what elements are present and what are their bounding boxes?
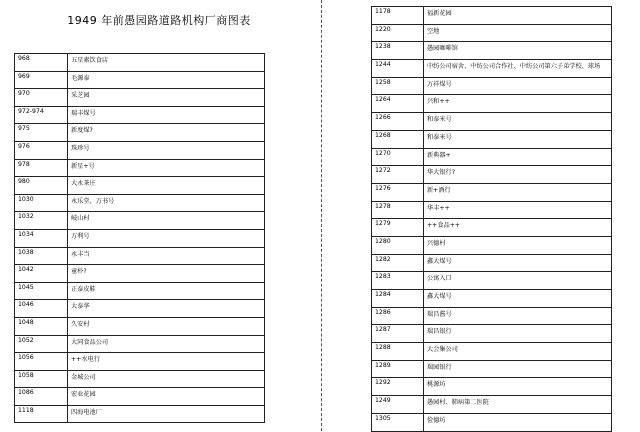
house-number-cell: 1045 [15, 282, 68, 300]
house-number-cell: 1258 [372, 77, 424, 95]
house-number-cell: 1056 [15, 353, 68, 371]
table-row [15, 247, 265, 265]
table-row [372, 360, 612, 378]
table-row [372, 307, 612, 325]
house-number-cell: 1283 [372, 272, 424, 290]
house-number-cell: 1030 [15, 194, 68, 212]
table-row [372, 290, 612, 308]
house-number-cell: 1264 [372, 95, 424, 113]
house-number-cell: 1038 [15, 247, 68, 265]
table-row [372, 113, 612, 131]
business-name-cell: 新典器+ [424, 148, 612, 166]
business-name-cell: 万祥煤号 [424, 77, 612, 95]
business-name-cell: 福新花园 [424, 7, 612, 25]
business-name-cell: 愚园咖啡馆 [424, 42, 612, 60]
table-row [15, 335, 265, 353]
table-row [372, 130, 612, 148]
business-name-cell: 瑞昌银行 [424, 325, 612, 343]
table-row [15, 89, 265, 107]
business-name-cell: 珠珍号 [68, 141, 265, 159]
table-row [15, 106, 265, 124]
table-row [15, 282, 265, 300]
table-row [15, 159, 265, 177]
table-row [372, 413, 612, 431]
table-row [372, 95, 612, 113]
house-number-cell: 1034 [15, 229, 68, 247]
house-number-cell: 1287 [372, 325, 424, 343]
table-row [372, 42, 612, 60]
business-name-cell: 四海电池厂 [68, 405, 265, 423]
business-name-cell: ++食品++ [424, 219, 612, 237]
table-row [15, 317, 265, 335]
house-number-cell: 1178 [372, 7, 424, 25]
business-name-cell: 愚园村、肺病第二医院 [424, 396, 612, 414]
business-name-cell: 空地 [424, 24, 612, 42]
business-name-cell: 华丰++ [424, 201, 612, 219]
business-name-cell: 岐山村 [68, 212, 265, 230]
house-number-cell: 1058 [15, 370, 68, 388]
house-number-cell: 1305 [372, 413, 424, 431]
table-row [372, 236, 612, 254]
table-row [15, 212, 265, 230]
table-row [15, 124, 265, 142]
business-name-cell: 童朴? [68, 265, 265, 283]
table-row [372, 166, 612, 184]
right-table [371, 6, 612, 432]
business-name-cell: 瑞园银行 [424, 360, 612, 378]
table-row [372, 378, 612, 396]
table-row [15, 388, 265, 406]
table-row [372, 77, 612, 95]
house-number-cell: 975 [15, 124, 68, 142]
house-number-cell: 1280 [372, 236, 424, 254]
house-number-cell: 1238 [372, 42, 424, 60]
business-name-cell: 永乐堂、万书号 [68, 194, 265, 212]
table-row [15, 194, 265, 212]
business-name-cell: 久安村 [68, 317, 265, 335]
house-number-cell: 972-974 [15, 106, 68, 124]
business-name-cell: 金城公司 [68, 370, 265, 388]
business-name-cell: 俭德坊 [424, 413, 612, 431]
house-number-cell: 1286 [372, 307, 424, 325]
house-number-cell: 1048 [15, 317, 68, 335]
business-name-cell: 大会集公司 [424, 343, 612, 361]
page-divider [321, 0, 322, 431]
house-number-cell: 968 [15, 54, 68, 72]
business-name-cell: 毛源泰 [68, 71, 265, 89]
business-name-cell: 鑫大煤号 [424, 254, 612, 272]
table-row [372, 396, 612, 414]
table-row [372, 343, 612, 361]
house-number-cell: 1288 [372, 343, 424, 361]
business-name-cell: 新度煤? [68, 124, 265, 142]
table-row [372, 325, 612, 343]
table-row [372, 219, 612, 237]
house-number-cell: 1289 [372, 360, 424, 378]
business-name-cell: 公寓入口 [424, 272, 612, 290]
house-number-cell: 1276 [372, 183, 424, 201]
house-number-cell: 1118 [15, 405, 68, 423]
house-number-cell: 1268 [372, 130, 424, 148]
business-name-cell: 华大银行? [424, 166, 612, 184]
house-number-cell: 1249 [372, 396, 424, 414]
house-number-cell: 1278 [372, 201, 424, 219]
house-number-cell: 1042 [15, 265, 68, 283]
business-name-cell: 大永茶庄 [68, 177, 265, 195]
house-number-cell: 1282 [372, 254, 424, 272]
left-table [14, 53, 265, 423]
business-name-cell: 永丰当 [68, 247, 265, 265]
table-row [15, 54, 265, 72]
house-number-cell: 1046 [15, 300, 68, 318]
table-row [372, 24, 612, 42]
house-number-cell: 1279 [372, 219, 424, 237]
table-row [15, 405, 265, 423]
house-number-cell: 1272 [372, 166, 424, 184]
table-row [15, 141, 265, 159]
table-row [15, 353, 265, 371]
table-row [372, 254, 612, 272]
table-row [15, 370, 265, 388]
table-row [15, 229, 265, 247]
business-name-cell: 新+酒行 [424, 183, 612, 201]
table-row [15, 177, 265, 195]
business-name-cell: 鑫大煤号 [424, 290, 612, 308]
house-number-cell: 976 [15, 141, 68, 159]
house-number-cell: 980 [15, 177, 68, 195]
business-name-cell: 桃源坊 [424, 378, 612, 396]
business-name-cell: 大泰华 [68, 300, 265, 318]
table-row [372, 183, 612, 201]
business-name-cell: 五星素饮食店 [68, 54, 265, 72]
business-name-cell: 中纺公司宿舍、中纺公司合作社、中纺公司第六子弟学校、球场 [424, 60, 612, 78]
business-name-cell: ++水电行 [68, 353, 265, 371]
table-row [372, 148, 612, 166]
house-number-cell: 978 [15, 159, 68, 177]
business-name-cell: 正泰皮鞋 [68, 282, 265, 300]
business-name-cell: 兴和++ [424, 95, 612, 113]
house-number-cell: 1266 [372, 113, 424, 131]
house-number-cell: 1270 [372, 148, 424, 166]
business-name-cell: 新星+号 [68, 159, 265, 177]
business-name-cell: 瑞丰煤号 [68, 106, 265, 124]
table-row [15, 71, 265, 89]
table-row [15, 300, 265, 318]
business-name-cell: 瑞昌酱号 [424, 307, 612, 325]
business-name-cell: 宏业花园 [68, 388, 265, 406]
house-number-cell: 1284 [372, 290, 424, 308]
house-number-cell: 1220 [372, 24, 424, 42]
table-row [372, 7, 612, 25]
table-row [372, 201, 612, 219]
house-number-cell: 970 [15, 89, 68, 107]
house-number-cell: 1292 [372, 378, 424, 396]
business-name-cell: 万利号 [68, 229, 265, 247]
house-number-cell: 1244 [372, 60, 424, 78]
table-row [372, 60, 612, 78]
house-number-cell: 1032 [15, 212, 68, 230]
business-name-cell: 和泰米号 [424, 130, 612, 148]
house-number-cell: 969 [15, 71, 68, 89]
business-name-cell: 采芝园 [68, 89, 265, 107]
business-name-cell: 大同食品公司 [68, 335, 265, 353]
table-row [372, 272, 612, 290]
house-number-cell: 1086 [15, 388, 68, 406]
table-row [15, 265, 265, 283]
house-number-cell: 1052 [15, 335, 68, 353]
page-title: 1949 年前愚园路道路机构厂商图表 [67, 14, 251, 27]
business-name-cell: 兴德村 [424, 236, 612, 254]
business-name-cell: 和泰米号 [424, 113, 612, 131]
